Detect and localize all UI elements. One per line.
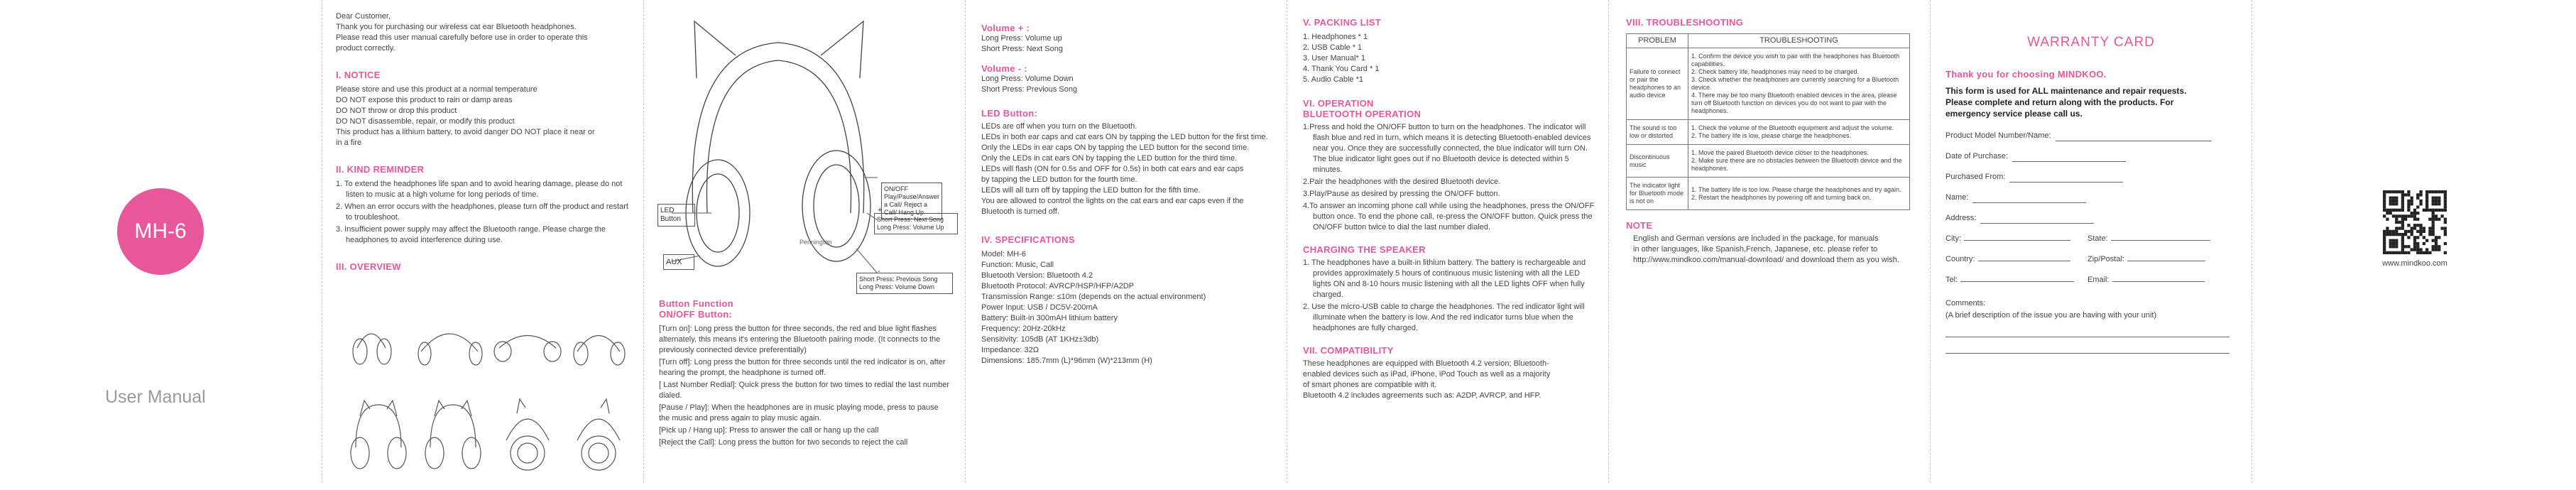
onoff-button-title: ON/OFF Button:	[659, 309, 733, 320]
headphone-angle-view	[418, 334, 482, 365]
reminder-list	[336, 179, 633, 246]
compatibility-title: VII. COMPATIBILITY	[1303, 345, 1394, 356]
warranty-panel	[1945, 0, 2237, 483]
charging-list	[1303, 258, 1595, 334]
fix-line: 1. Confirm the device you wish to pair with the headphones has Bluetooth capabilities.	[1691, 53, 1900, 67]
charging-item: 1. The headphones have a built-in lithium battery. The battery is rechargeable and provides approximately 5 hours of continuous music listening with all the LED lights ON and 8-10 hours music listening with all the LED lights OFF when fully charged.	[1303, 258, 1586, 299]
packing-item: 2. USB Cable * 1	[1303, 43, 1363, 52]
headphone-left-view	[506, 399, 549, 470]
button-function-lead: [Turn off]:	[659, 358, 694, 366]
spec-line: Model: MH-6	[981, 250, 1026, 258]
problem-cell: The sound is too low or distorted	[1627, 120, 1688, 145]
led-title: LED Button:	[981, 108, 1038, 119]
intro-line: Thank you for purchasing our wireless cat ear Bluetooth headphones.	[336, 23, 577, 31]
note-title: NOTE	[1626, 220, 1653, 231]
compatibility-line: These headphones are equipped with Bluetooth 4.2 version; Bluetooth-	[1303, 359, 1549, 368]
problem-cell: Discontinuous music	[1627, 145, 1688, 178]
compatibility-line: enabled devices such as iPad, iPhone, iPod Touch as well as a majority	[1303, 370, 1551, 379]
button-function-text: Long press the button for two seconds to reject the call	[718, 438, 908, 447]
onoff-callout: ON/OFF Play/Pause/Answer a Call/ Reject a Call/ Hang Up	[881, 183, 942, 219]
minus-callout: Short Press: Previous Song Long Press: Volume Down	[856, 273, 953, 294]
led-line: by tapping the LED button for the fourth time.	[981, 175, 1137, 184]
troubleshooting-row	[1627, 120, 1910, 145]
warranty-terms	[1945, 85, 2237, 119]
intro-line: Dear Customer,	[336, 12, 391, 21]
button-function-item	[659, 437, 950, 448]
button-function-lead: [Turn on]:	[659, 325, 694, 333]
note-line: http://www.mindkoo.com/manual-download/ and download them as you wish.	[1633, 256, 1899, 264]
state-field[interactable]	[2087, 234, 2210, 244]
packing-item: 4. Thank You Card * 1	[1303, 65, 1380, 73]
comments-line[interactable]	[1945, 346, 2230, 354]
spec-line: Frequency: 20Hz-20kHz	[981, 325, 1066, 333]
intro-line: Please read this user manual carefully before use in order to operate this	[336, 33, 588, 42]
notice-panel	[336, 0, 633, 483]
back-panel	[2252, 0, 2576, 483]
spec-line: Dimensions: 185.7mm (L)*96mm (W)*213mm (H)	[981, 356, 1152, 365]
led-line: Bluetooth is turned off.	[981, 207, 1059, 216]
reminder-item: 2. When an error occurs with the headphones, please turn off the product and restart to troubleshoot.	[336, 202, 628, 222]
operation-step: 3.Play/Pause as desired by pressing the ON/OFF button.	[1303, 190, 1500, 198]
cover-subtitle: User Manual	[105, 387, 206, 407]
button-function-text: Long press the button for three seconds, the red and blue light flashes alternately, this means it's entering the Bluetooth pairing mode. (It connects to the previously connected device preferentially)	[659, 325, 941, 354]
note-text	[1626, 234, 1916, 266]
button-function-item	[659, 380, 950, 401]
button-function-item	[659, 425, 950, 436]
country-field[interactable]	[1945, 254, 2087, 265]
led-line: Only the LEDs in cat ears ON by tapping the LED button for the third time.	[981, 154, 1238, 163]
led-line: LEDs will all turn off by tapping the LED button for the fifth time.	[981, 186, 1201, 195]
volume-minus-title: Volume - :	[981, 63, 1027, 74]
troubleshooting-panel	[1626, 0, 1916, 483]
country-label: Country:	[1945, 255, 1975, 263]
volume-minus-text	[981, 74, 1276, 95]
country-zip-row	[1945, 254, 2237, 265]
warranty-title: WARRANTY CARD	[2027, 35, 2155, 50]
troubleshooting-title: VIII. TROUBLESHOOTING	[1626, 17, 1744, 28]
warranty-field[interactable]	[1945, 131, 2237, 141]
button-function-lead: [Reject the Call]:	[659, 438, 719, 447]
headphone-right-view	[577, 399, 620, 470]
operation-panel	[1303, 0, 1595, 483]
compatibility-text	[1303, 359, 1595, 401]
zip-label: Zip/Postal:	[2087, 255, 2124, 263]
bluetooth-operation-title: BLUETOOTH OPERATION	[1303, 109, 1421, 119]
cover-panel	[0, 0, 322, 483]
city-field[interactable]	[1945, 234, 2087, 244]
led-line: LEDs are off when you turn on the Bluetooth.	[981, 122, 1137, 131]
button-function-title: Button Function	[659, 298, 733, 309]
fix-line: 2. Make sure there are no obstacles between the Bluetooth device and the headphones.	[1691, 157, 1902, 172]
fix-cell	[1688, 145, 1910, 178]
spec-line: Bluetooth Protocol: AVRCP/HSP/HFP/A2DP	[981, 282, 1134, 290]
fix-line: 1. The battery life is too low. Please charge the headphones and try again.	[1691, 185, 1901, 193]
notice-line: DO NOT throw or drop this product	[336, 107, 457, 115]
warranty-term-line: emergency service please call us.	[1945, 109, 2083, 119]
cup-brand-text: Pennington	[799, 239, 832, 246]
volume-minus-line: Short Press: Previous Song	[981, 85, 1078, 94]
troubleshooting-table	[1626, 33, 1910, 210]
fold-line	[1608, 0, 1609, 483]
notice-line: DO NOT disassemble, repair, or modify this product	[336, 117, 515, 126]
troubleshooting-row	[1627, 178, 1910, 210]
note-line: in other languages, like Spanish,French, Japanese, etc. please refer to	[1633, 245, 1878, 254]
troubleshooting-row	[1627, 145, 1910, 178]
reminder-title: II. KIND REMINDER	[336, 164, 425, 175]
plus-callout: Short Press: Next Song Long Press: Volume Up	[874, 213, 958, 234]
button-function-lead: [Pause / Play]:	[659, 403, 711, 412]
comments-label: Comments:	[1945, 299, 1986, 307]
led-callout: LED Button	[657, 204, 695, 227]
model-name: MH-6	[134, 219, 187, 243]
qr-code-icon[interactable]	[2383, 190, 2447, 254]
reminder-item: 1. To extend the headphones life span and to avoid hearing damage, please do not listen to music at a high volume for long periods of time.	[336, 180, 623, 199]
problem-cell: Failure to connect or pair the headphones to an audio device	[1627, 48, 1688, 120]
headphone-back-view	[425, 401, 481, 469]
fix-line: 1. Check the volume of the Bluetooth equipment and adjust the volume.	[1691, 124, 1894, 131]
notice-line: in a fire	[336, 138, 362, 147]
notice-line: This product has a lithium battery, to avoid danger DO NOT place it near or	[336, 128, 595, 136]
warranty-field[interactable]	[1945, 151, 2237, 162]
button-function-text: When the headphones are in music playing mode, press to pause the music and press again to play music again.	[659, 403, 939, 423]
tel-field[interactable]	[1945, 275, 2087, 285]
minus-sign: -	[878, 267, 880, 276]
warranty-form	[1945, 131, 2237, 224]
warranty-field-label: Name:	[1945, 193, 1969, 202]
button-function-lead: [Pick up / Hang up]:	[659, 426, 730, 435]
notice-title: I. NOTICE	[336, 70, 381, 80]
intro-text	[336, 11, 633, 54]
state-label: State:	[2087, 234, 2108, 243]
warranty-field[interactable]	[1945, 213, 2237, 224]
volume-plus-line: Short Press: Next Song	[981, 45, 1063, 53]
fix-cell	[1688, 48, 1910, 120]
packing-title: V. PACKING LIST	[1303, 17, 1381, 28]
operation-step: 4.To answer an incoming phone call while using the headphones, press the ON/OFF button once. To end the phone call, re-press the ON/OFF button. Quick press the ON/OFF button twice to dial the last number dialed.	[1303, 202, 1595, 232]
headphone-folded-view	[494, 336, 561, 362]
diagram-panel	[643, 0, 965, 483]
button-function-lead: [ Last Number Redial]:	[659, 381, 739, 389]
left-cat-ear	[694, 21, 736, 78]
zip-field[interactable]	[2087, 254, 2205, 265]
button-function-text: Press to answer the call or hang up the call	[729, 426, 879, 435]
email-label: Email:	[2087, 276, 2110, 284]
led-line: LEDs will flash (ON for 0.5s and OFF for 0.5s) in both cat ears and ear caps	[981, 165, 1244, 173]
led-text	[981, 121, 1276, 217]
volume-minus-line: Long Press: Volume Down	[981, 75, 1074, 83]
notice-line: Please store and use this product at a normal temperature	[336, 85, 537, 94]
spec-line: Transmission Range: ≤10m (depends on the actual environment)	[981, 293, 1206, 301]
comments-hint: (A brief description of the issue you are having with your unit)	[1945, 311, 2157, 320]
operation-step: 1.Press and hold the ON/OFF button to turn on the headphones. The indicator will flash blue and red in turn, which means it is detecting Bluetooth-enabled devices near you. Once they are successfully connected, the blue indicator will turn ON. The blue indicator light goes out if no Bluetooth device is detected within 5 minutes.	[1303, 123, 1591, 174]
troubleshooting-row	[1627, 48, 1910, 120]
warranty-field-label: Purchased From:	[1945, 173, 2006, 181]
charging-item: 2. Use the micro-USB cable to charge the headphones. The red indicator light will illuminate when the battery is low. And the red indicator turns blue when the headphones are fully charged.	[1303, 303, 1585, 332]
fix-line: 2. The battery life is low, please charge the headphones.	[1691, 132, 1851, 139]
led-line: LEDs in both ear caps and cat ears ON by tapping the LED button for the first time.	[981, 133, 1268, 141]
city-label: City:	[1945, 234, 1961, 243]
spec-line: Impedance: 32Ω	[981, 346, 1039, 354]
fold-line	[1930, 0, 1931, 483]
packing-item: 1. Headphones * 1	[1303, 33, 1368, 41]
problem-cell: The indicator light for Bluetooth mode is not on	[1627, 178, 1688, 210]
aux-callout: AUX	[663, 254, 694, 270]
headphone-side-view	[353, 334, 391, 364]
button-function-section	[659, 298, 950, 450]
warranty-thanks: Thank you for choosing MINDKOO.	[1945, 69, 2107, 80]
fold-line	[965, 0, 966, 483]
fix-cell	[1688, 178, 1910, 210]
model-badge	[117, 188, 204, 275]
led-line: Only the LEDs in ear caps ON by tapping the LED button for the second time.	[981, 143, 1250, 152]
headphone-top-view	[574, 336, 625, 366]
button-function-text: Long press the button for three seconds until the red indicator is on, after hearing the prompt, the headphone is turned off.	[659, 358, 946, 377]
notice-text	[336, 85, 633, 148]
note-line: English and German versions are included in the package, for manuals	[1633, 234, 1879, 243]
problem-header: PROBLEM	[1627, 34, 1688, 48]
controls-panel	[981, 0, 1276, 483]
packing-item: 3. User Manual* 1	[1303, 54, 1366, 62]
compatibility-line: of smart phones are compatible with it.	[1303, 381, 1437, 389]
volume-plus-title: Volume + :	[981, 23, 1030, 33]
compatibility-line: Bluetooth 4.2 includes agreements such as: A2DP, AVRCP, and HFP.	[1303, 391, 1541, 400]
operation-step: 2.Pair the headphones with the desired Bluetooth device.	[1303, 178, 1501, 186]
warranty-field-label: Address:	[1945, 214, 1977, 222]
packing-list	[1303, 32, 1595, 85]
fix-line: 3. Check whether the headphones are currently searching for a Bluetooth device.	[1691, 76, 1899, 91]
spec-line: Sensitivity: 105dB (AT 1KHz±3db)	[981, 335, 1099, 344]
fix-cell	[1688, 120, 1910, 145]
button-function-item	[659, 324, 950, 356]
email-field[interactable]	[2087, 275, 2205, 285]
fix-line: 1. Move the paired Bluetooth device closer to the headphones.	[1691, 149, 1869, 156]
operation-title: VI. OPERATION	[1303, 98, 1374, 109]
specs-text	[981, 249, 1276, 366]
volume-plus-line: Long Press: Volume up	[981, 34, 1062, 43]
spec-line: Function: Music, Call	[981, 261, 1054, 269]
warranty-term-line: This form is used for ALL maintenance and repair requests.	[1945, 86, 2187, 96]
headband	[692, 43, 863, 213]
fix-line: 2. Check battery life, headphones may need to be charged.	[1691, 68, 1860, 75]
right-cat-ear	[821, 21, 863, 78]
headphone-front-view	[351, 401, 406, 469]
button-function-item	[659, 357, 950, 379]
spec-line: Battery: Built-in 300mAH lithium battery	[981, 314, 1118, 322]
fix-header: TROUBLESHOOTING	[1688, 34, 1910, 48]
warranty-field[interactable]	[1945, 172, 2237, 183]
warranty-term-line: Please complete and return along with the products. For	[1945, 97, 2174, 107]
button-function-text: Quick press the button for two times to redial the last number dialed.	[659, 381, 950, 400]
reminder-item: 3. Insufficient power supply may affect the Bluetooth range. Please charge the headphones to avoid interference during use.	[336, 225, 606, 244]
comments-line[interactable]	[1945, 330, 2230, 337]
tel-label: Tel:	[1945, 276, 1958, 284]
warranty-field[interactable]	[1945, 192, 2237, 203]
warranty-field-label: Product Model Number/Name:	[1945, 131, 2051, 140]
fix-line: 2. Restart the headphones by powering off and turning back on.	[1691, 193, 1872, 201]
packing-item: 5. Audio Cable *1	[1303, 75, 1364, 84]
button-function-item	[659, 403, 950, 424]
plus-sign: +	[878, 206, 883, 214]
city-state-row	[1945, 234, 2237, 244]
headphone-diagram	[643, 0, 965, 284]
spec-line: Power Input: USB / DC5V-200mA	[981, 303, 1098, 312]
intro-line: product correctly.	[336, 44, 395, 53]
specs-title: IV. SPECIFICATIONS	[981, 234, 1075, 245]
charging-title: CHARGING THE SPEAKER	[1303, 244, 1426, 255]
notice-line: DO NOT expose this product to rain or damp areas	[336, 96, 513, 104]
volume-plus-text	[981, 33, 1276, 55]
overview-title: III. OVERVIEW	[336, 261, 401, 272]
button-function-list	[659, 324, 950, 448]
website-url[interactable]: www.mindkoo.com	[2382, 259, 2447, 268]
spec-line: Bluetooth Version: Bluetooth 4.2	[981, 271, 1093, 280]
tel-email-row	[1945, 275, 2237, 285]
operation-list	[1303, 122, 1595, 233]
headphone-overview-illustrations	[336, 305, 634, 490]
warranty-field-label: Date of Purchase:	[1945, 152, 2009, 160]
fix-line: 4. There may be too many Bluetooth enabled devices in the area, please turn off Bluetooth function on devices you do not want to pair with the headphones.	[1691, 92, 1897, 114]
led-line: You are allowed to control the lights on the cat ears and ear caps even if the	[981, 197, 1244, 205]
